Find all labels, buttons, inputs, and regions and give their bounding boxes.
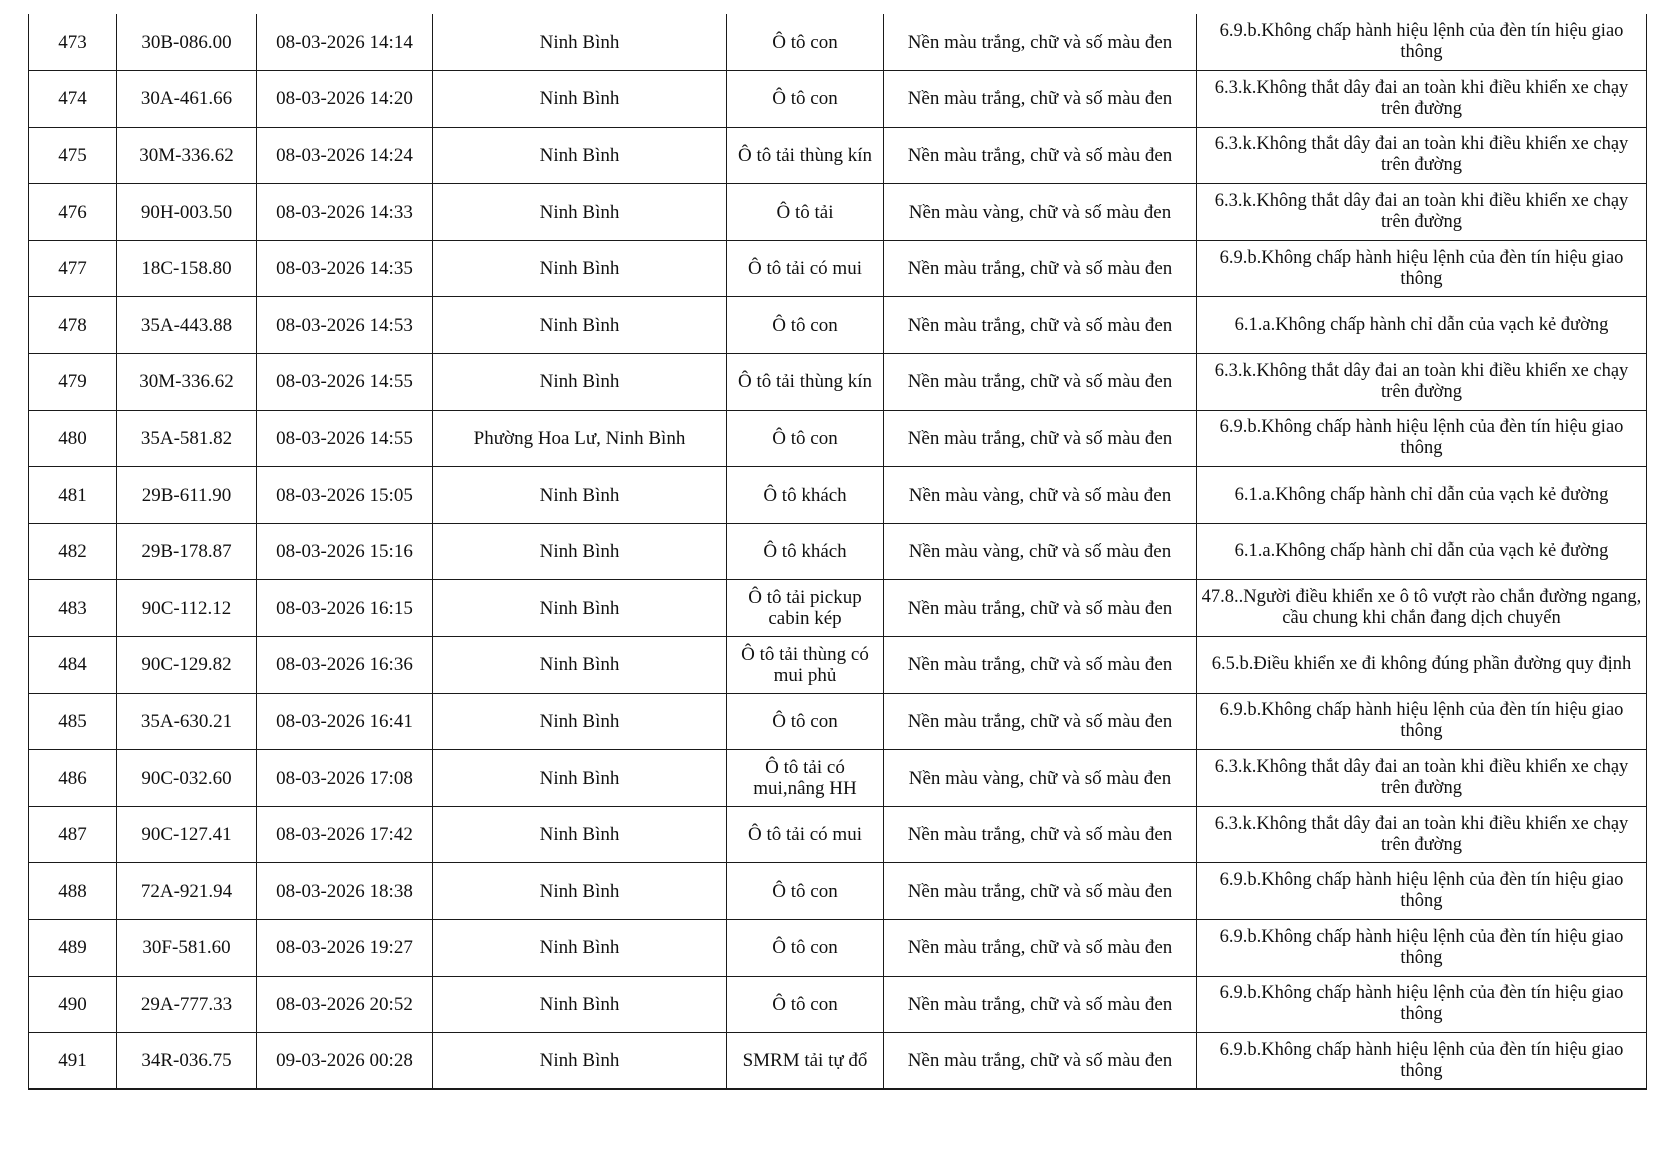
row-number: 481 [29, 467, 117, 524]
license-plate: 18C-158.80 [117, 240, 257, 297]
plate-color: Nền màu vàng, chữ và số màu đen [884, 467, 1197, 524]
plate-color: Nền màu trắng, chữ và số màu đen [884, 580, 1197, 637]
violation-error: 6.9.b.Không chấp hành hiệu lệnh của đèn tín hiệu giao thông [1197, 14, 1647, 71]
vehicle-type: Ô tô con [727, 297, 884, 354]
plate-color: Nền màu trắng, chữ và số màu đen [884, 410, 1197, 467]
table-row [29, 580, 1647, 637]
vehicle-type: SMRM tải tự đổ [727, 1033, 884, 1090]
license-plate: 35A-630.21 [117, 693, 257, 750]
violation-error: 6.1.a.Không chấp hành chỉ dẫn của vạch kẻ đường [1197, 297, 1647, 354]
violation-error: 6.5.b.Điều khiển xe đi không đúng phần đường quy định [1197, 637, 1647, 694]
vehicle-type: Ô tô tải có mui [727, 240, 884, 297]
license-plate: 30F-581.60 [117, 920, 257, 977]
row-number: 488 [29, 863, 117, 920]
table-row [29, 920, 1647, 977]
license-plate: 30M-336.62 [117, 354, 257, 411]
violation-location: Ninh Bình [433, 637, 727, 694]
violation-error: 6.9.b.Không chấp hành hiệu lệnh của đèn tín hiệu giao thông [1197, 240, 1647, 297]
vehicle-type: Ô tô tải có mui,nâng HH [727, 750, 884, 807]
plate-color: Nền màu trắng, chữ và số màu đen [884, 71, 1197, 128]
violation-error: 6.3.k.Không thắt dây đai an toàn khi điều khiển xe chạy trên đường [1197, 806, 1647, 863]
row-number: 482 [29, 523, 117, 580]
violation-location: Ninh Bình [433, 354, 727, 411]
violation-location: Ninh Bình [433, 1033, 727, 1090]
table-row [29, 693, 1647, 750]
violation-time: 09-03-2026 00:28 [257, 1033, 433, 1090]
table-row [29, 240, 1647, 297]
table-row [29, 14, 1647, 71]
license-plate: 30M-336.62 [117, 127, 257, 184]
vehicle-type: Ô tô tải thùng có mui phủ [727, 637, 884, 694]
table-row [29, 297, 1647, 354]
violation-location: Phường Hoa Lư, Ninh Bình [433, 410, 727, 467]
violation-time: 08-03-2026 16:41 [257, 693, 433, 750]
violation-location: Ninh Bình [433, 467, 727, 524]
violation-location: Ninh Bình [433, 71, 727, 128]
violation-location: Ninh Bình [433, 580, 727, 637]
violation-error: 6.1.a.Không chấp hành chỉ dẫn của vạch kẻ đường [1197, 467, 1647, 524]
plate-color: Nền màu trắng, chữ và số màu đen [884, 354, 1197, 411]
violation-time: 08-03-2026 14:55 [257, 410, 433, 467]
violation-error: 6.3.k.Không thắt dây đai an toàn khi điều khiển xe chạy trên đường [1197, 127, 1647, 184]
license-plate: 30A-461.66 [117, 71, 257, 128]
violation-location: Ninh Bình [433, 863, 727, 920]
table-row [29, 806, 1647, 863]
vehicle-type: Ô tô tải thùng kín [727, 127, 884, 184]
plate-color: Nền màu trắng, chữ và số màu đen [884, 240, 1197, 297]
violation-time: 08-03-2026 16:36 [257, 637, 433, 694]
violation-time: 08-03-2026 16:15 [257, 580, 433, 637]
vehicle-type: Ô tô tải thùng kín [727, 354, 884, 411]
license-plate: 34R-036.75 [117, 1033, 257, 1090]
license-plate: 90H-003.50 [117, 184, 257, 241]
vehicle-type: Ô tô tải [727, 184, 884, 241]
violation-time: 08-03-2026 14:33 [257, 184, 433, 241]
violations-table [28, 14, 1647, 1090]
plate-color: Nền màu trắng, chữ và số màu đen [884, 863, 1197, 920]
violation-error: 6.9.b.Không chấp hành hiệu lệnh của đèn tín hiệu giao thông [1197, 976, 1647, 1033]
table-row [29, 184, 1647, 241]
license-plate: 29A-777.33 [117, 976, 257, 1033]
vehicle-type: Ô tô tải có mui [727, 806, 884, 863]
vehicle-type: Ô tô con [727, 920, 884, 977]
row-number: 489 [29, 920, 117, 977]
row-number: 479 [29, 354, 117, 411]
table-row [29, 127, 1647, 184]
plate-color: Nền màu trắng, chữ và số màu đen [884, 806, 1197, 863]
violation-location: Ninh Bình [433, 297, 727, 354]
violation-time: 08-03-2026 17:42 [257, 806, 433, 863]
violation-location: Ninh Bình [433, 920, 727, 977]
plate-color: Nền màu vàng, chữ và số màu đen [884, 523, 1197, 580]
vehicle-type: Ô tô con [727, 693, 884, 750]
violation-time: 08-03-2026 15:05 [257, 467, 433, 524]
violation-time: 08-03-2026 17:08 [257, 750, 433, 807]
row-number: 478 [29, 297, 117, 354]
table-row [29, 523, 1647, 580]
row-number: 474 [29, 71, 117, 128]
license-plate: 35A-581.82 [117, 410, 257, 467]
row-number: 486 [29, 750, 117, 807]
violation-error: 6.9.b.Không chấp hành hiệu lệnh của đèn tín hiệu giao thông [1197, 863, 1647, 920]
plate-color: Nền màu vàng, chữ và số màu đen [884, 184, 1197, 241]
plate-color: Nền màu trắng, chữ và số màu đen [884, 14, 1197, 71]
table-row [29, 750, 1647, 807]
table-row [29, 1033, 1647, 1090]
row-number: 477 [29, 240, 117, 297]
violation-error: 6.3.k.Không thắt dây đai an toàn khi điều khiển xe chạy trên đường [1197, 71, 1647, 128]
violation-time: 08-03-2026 14:14 [257, 14, 433, 71]
row-number: 491 [29, 1033, 117, 1090]
violation-location: Ninh Bình [433, 240, 727, 297]
violation-location: Ninh Bình [433, 127, 727, 184]
violation-error: 6.9.b.Không chấp hành hiệu lệnh của đèn tín hiệu giao thông [1197, 693, 1647, 750]
plate-color: Nền màu trắng, chữ và số màu đen [884, 693, 1197, 750]
violation-time: 08-03-2026 14:53 [257, 297, 433, 354]
license-plate: 29B-611.90 [117, 467, 257, 524]
violation-time: 08-03-2026 14:20 [257, 71, 433, 128]
violation-error: 6.3.k.Không thắt dây đai an toàn khi điều khiển xe chạy trên đường [1197, 354, 1647, 411]
row-number: 483 [29, 580, 117, 637]
license-plate: 30B-086.00 [117, 14, 257, 71]
table-row [29, 467, 1647, 524]
license-plate: 29B-178.87 [117, 523, 257, 580]
plate-color: Nền màu trắng, chữ và số màu đen [884, 127, 1197, 184]
violation-location: Ninh Bình [433, 976, 727, 1033]
violation-location: Ninh Bình [433, 14, 727, 71]
table-row [29, 354, 1647, 411]
violation-time: 08-03-2026 19:27 [257, 920, 433, 977]
license-plate: 35A-443.88 [117, 297, 257, 354]
license-plate: 72A-921.94 [117, 863, 257, 920]
violation-error: 6.9.b.Không chấp hành hiệu lệnh của đèn tín hiệu giao thông [1197, 1033, 1647, 1090]
plate-color: Nền màu trắng, chữ và số màu đen [884, 920, 1197, 977]
vehicle-type: Ô tô con [727, 410, 884, 467]
license-plate: 90C-129.82 [117, 637, 257, 694]
violation-time: 08-03-2026 14:24 [257, 127, 433, 184]
plate-color: Nền màu trắng, chữ và số màu đen [884, 1033, 1197, 1090]
row-number: 487 [29, 806, 117, 863]
row-number: 480 [29, 410, 117, 467]
table-body [29, 14, 1647, 1089]
vehicle-type: Ô tô tải pickup cabin kép [727, 580, 884, 637]
license-plate: 90C-032.60 [117, 750, 257, 807]
violation-location: Ninh Bình [433, 184, 727, 241]
violation-error: 6.3.k.Không thắt dây đai an toàn khi điều khiển xe chạy trên đường [1197, 184, 1647, 241]
violation-error: 47.8..Người điều khiển xe ô tô vượt rào chắn đường ngang, cầu chung khi chắn đang dịch chuyển [1197, 580, 1647, 637]
violation-time: 08-03-2026 18:38 [257, 863, 433, 920]
table-row [29, 976, 1647, 1033]
violation-time: 08-03-2026 15:16 [257, 523, 433, 580]
table-row [29, 637, 1647, 694]
violation-time: 08-03-2026 14:35 [257, 240, 433, 297]
license-plate: 90C-112.12 [117, 580, 257, 637]
license-plate: 90C-127.41 [117, 806, 257, 863]
row-number: 475 [29, 127, 117, 184]
vehicle-type: Ô tô con [727, 71, 884, 128]
row-number: 476 [29, 184, 117, 241]
violation-error: 6.1.a.Không chấp hành chỉ dẫn của vạch kẻ đường [1197, 523, 1647, 580]
vehicle-type: Ô tô khách [727, 523, 884, 580]
row-number: 490 [29, 976, 117, 1033]
table-row [29, 410, 1647, 467]
vehicle-type: Ô tô con [727, 863, 884, 920]
vehicle-type: Ô tô con [727, 14, 884, 71]
table-row [29, 863, 1647, 920]
violation-time: 08-03-2026 20:52 [257, 976, 433, 1033]
vehicle-type: Ô tô con [727, 976, 884, 1033]
violation-location: Ninh Bình [433, 523, 727, 580]
violation-location: Ninh Bình [433, 750, 727, 807]
violation-location: Ninh Bình [433, 693, 727, 750]
row-number: 473 [29, 14, 117, 71]
violation-error: 6.3.k.Không thắt dây đai an toàn khi điều khiển xe chạy trên đường [1197, 750, 1647, 807]
violation-location: Ninh Bình [433, 806, 727, 863]
row-number: 485 [29, 693, 117, 750]
plate-color: Nền màu trắng, chữ và số màu đen [884, 976, 1197, 1033]
plate-color: Nền màu trắng, chữ và số màu đen [884, 637, 1197, 694]
row-number: 484 [29, 637, 117, 694]
plate-color: Nền màu vàng, chữ và số màu đen [884, 750, 1197, 807]
vehicle-type: Ô tô khách [727, 467, 884, 524]
plate-color: Nền màu trắng, chữ và số màu đen [884, 297, 1197, 354]
violation-time: 08-03-2026 14:55 [257, 354, 433, 411]
table-row [29, 71, 1647, 128]
violation-error: 6.9.b.Không chấp hành hiệu lệnh của đèn tín hiệu giao thông [1197, 920, 1647, 977]
violation-error: 6.9.b.Không chấp hành hiệu lệnh của đèn tín hiệu giao thông [1197, 410, 1647, 467]
